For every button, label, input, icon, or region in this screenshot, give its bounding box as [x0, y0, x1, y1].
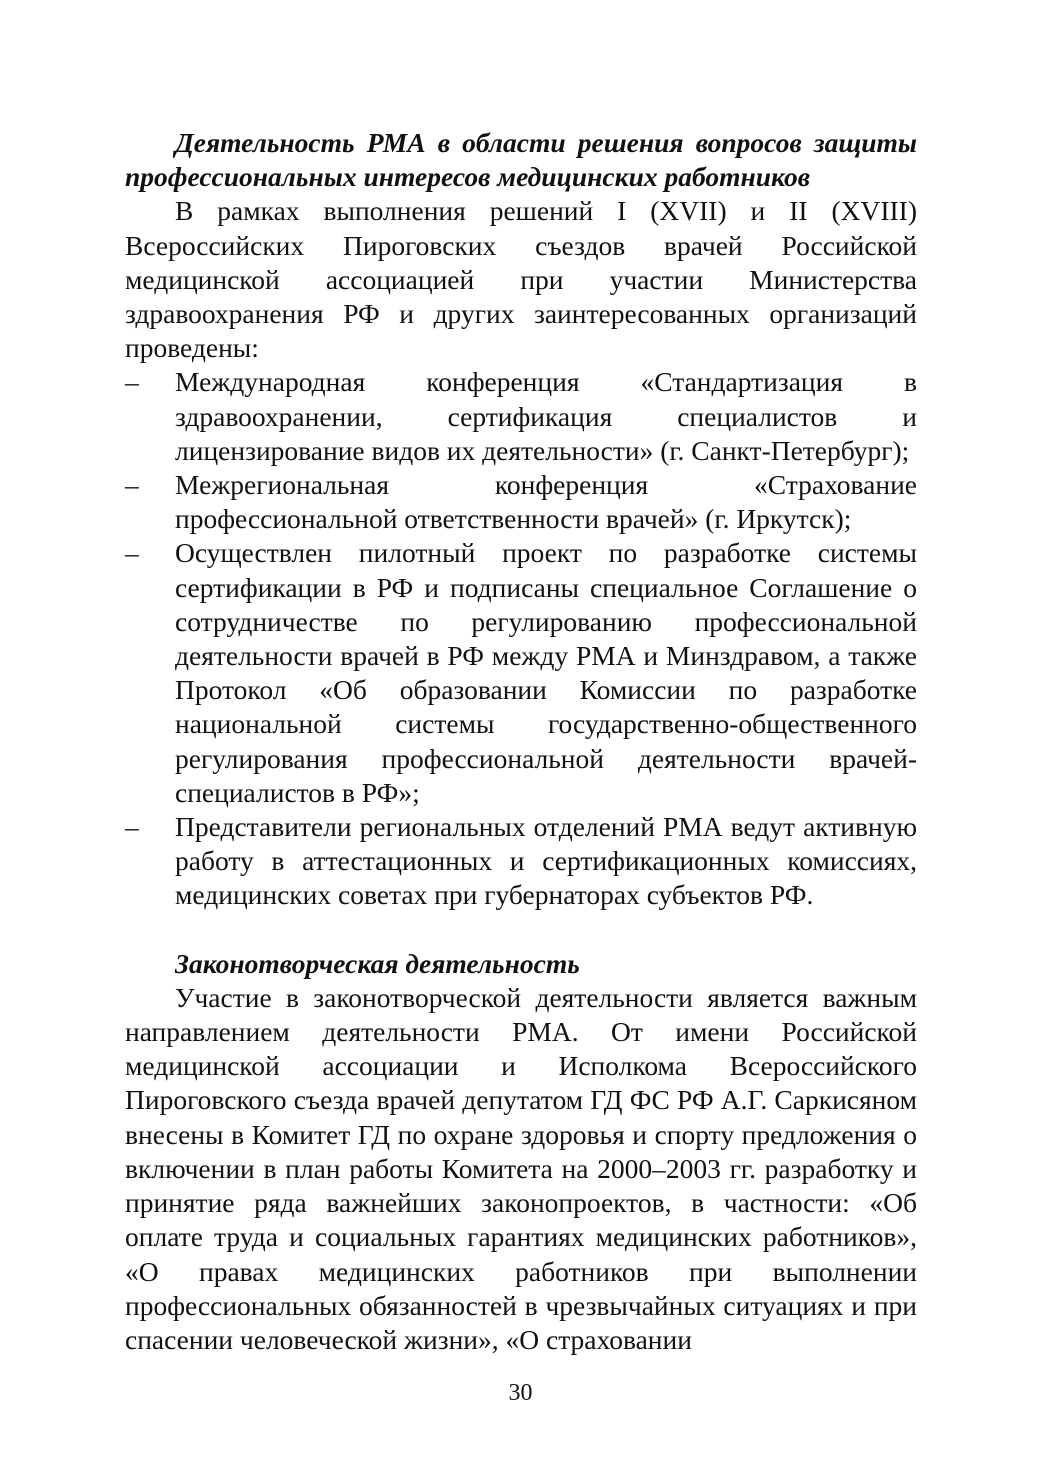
intro-paragraph: В рамках выполнения решений I (XVII) и II (XVIII) Всероссийских Пироговских съездов врачей Российской медицинской ассоциацией при участии Министерства здравоохранения РФ и других заинтересованных организаций проведены:	[125, 195, 917, 364]
list-item-text: Международная конференция «Стандартизация в здравоохранении, сертификация специалистов и лицензирование видов их деятельности» (г. Санкт-Петербург);	[175, 366, 917, 466]
list-item	[125, 365, 917, 468]
list-dash: –	[125, 537, 139, 569]
events-list	[125, 365, 917, 912]
list-item-text: Межрегиональная конференция «Страхование профессиональной ответственности врачей» (г. Иркутск);	[175, 469, 917, 535]
list-dash: –	[125, 469, 139, 501]
section-heading-professional-interests: Деятельность РМА в области решения вопросов защиты профессиональных интересов медицинских работников	[125, 127, 917, 193]
page-number: 30	[508, 1380, 533, 1406]
list-dash: –	[125, 366, 139, 398]
section-heading-lawmaking: Законотворческая деятельность	[175, 947, 580, 979]
lawmaking-paragraph: Участие в законотворческой деятельности является важным направлением деятельности РМА. От имени Российской медицинской ассоциации и Исполкома Всероссийского Пироговского съезда врачей депутатом ГД ФС РФ А.Г. Саркисяном внесены в Комитет ГД по охране здоровья и спорту предложения о включении в план работы Комитета на 2000–2003 гг. разработку и принятие ряда важнейших законопроектов, в частности: «Об оплате труда и социальных гарантиях медицинских работников», «О правах медицинских работников при выполнении профессиональных обязанностей в чрезвычайных ситуациях и при спасении человеческой жизни», «О страховании	[125, 981, 917, 1355]
list-item	[125, 536, 917, 810]
list-item-text: Осуществлен пилотный проект по разработке системы сертификации в РФ и подписаны специальное Соглашение о сотрудничестве по регулированию профессиональной деятельности врачей в РФ между РМА и Минздравом, а также Протокол «Об образовании Комиссии по разработке национальной системы государственно-общественного регулирования профессиональной деятельности врачей-специалистов в РФ»;	[175, 537, 917, 808]
list-item-text: Представители региональных отделений РМА ведут активную работу в аттестационных и сертификационных комиссиях, медицинских советах при губернаторах субъектов РФ.	[175, 811, 917, 911]
section-spacer	[125, 913, 917, 947]
list-item	[125, 468, 917, 536]
list-item	[125, 810, 917, 913]
list-dash: –	[125, 811, 139, 843]
page-content	[125, 126, 917, 1357]
